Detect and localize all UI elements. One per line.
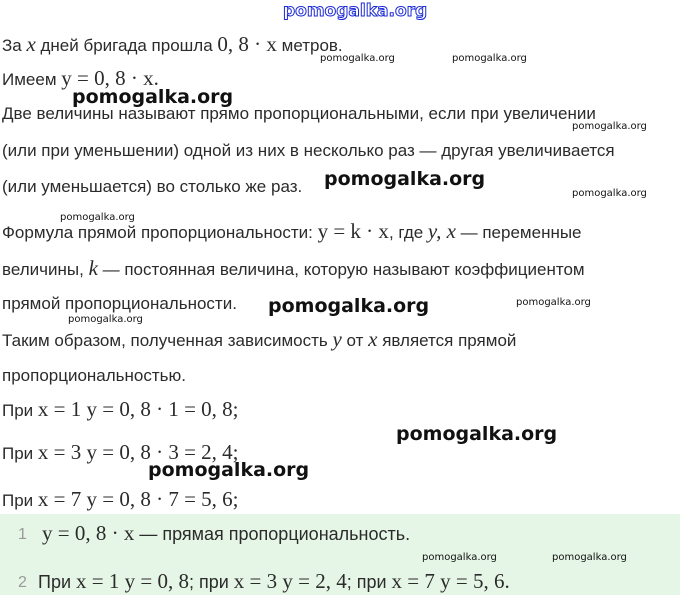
text-segment: пропорциональностью. (2, 366, 186, 385)
text-segment: ; при (346, 572, 392, 592)
math-expression: x = 7 y = 5, 6. (391, 569, 510, 593)
watermark: pomogalka.org (72, 86, 234, 108)
definition-text: (или при уменьшении) одной из них в несколько раз — другая увеличивается (2, 141, 615, 160)
watermark: pomogalka.org (148, 459, 310, 481)
math-expression: y = 0, 8 · x. (61, 66, 159, 90)
answer-number: 2 (18, 574, 27, 591)
watermark: pomogalka.org (396, 423, 558, 445)
text-segment: ; при (188, 572, 234, 592)
text-line-1 (2, 33, 343, 57)
watermark: pomogalka.org (324, 168, 486, 190)
text-line-4 (2, 140, 615, 162)
text-segment: величины, (2, 260, 89, 279)
math-var: y (332, 327, 342, 351)
definition-text: (или уменьшается) во столько же раз. (2, 177, 303, 196)
text-segment: За (2, 36, 27, 55)
watermark: pomogalka.org (268, 295, 430, 317)
watermark-top: pomogalka.org (283, 1, 428, 21)
watermark: pomogalka.org (572, 121, 647, 132)
text-line-7 (2, 257, 585, 281)
text-line-10 (2, 365, 186, 387)
text-segment: от (341, 331, 369, 350)
text-line-8 (2, 293, 237, 315)
definition-text: Две величины называют прямо пропорциональными, если при увеличении (2, 104, 596, 123)
text-segment: Таким образом, полученная зависимость (2, 331, 333, 350)
answer-line-2 (38, 570, 510, 593)
text-line-11 (2, 398, 239, 422)
text-segment: метров. (276, 36, 343, 55)
math-expression: y = k · x (317, 219, 389, 243)
text-segment: является прямой (377, 331, 517, 350)
text-segment: — прямая пропорциональность. (134, 524, 411, 544)
math-expression: x = 1 y = 0, 8 · 1 = 0, 8; (37, 397, 239, 421)
text-segment: — переменные (455, 223, 582, 242)
watermark: pomogalka.org (60, 212, 135, 223)
watermark: pomogalka.org (572, 188, 647, 199)
math-var: x (26, 32, 36, 56)
watermark: pomogalka.org (552, 552, 627, 563)
watermark: pomogalka.org (68, 314, 143, 325)
math-var: x (368, 327, 378, 351)
definition-text: прямой пропорциональности. (2, 294, 237, 313)
text-segment: При (2, 491, 38, 510)
text-segment: дней бригада прошла (35, 36, 218, 55)
text-line-13 (2, 488, 239, 512)
text-segment: — постоянная величина, которую называют коэффициентом (97, 260, 585, 279)
watermark: pomogalka.org (422, 552, 497, 563)
text-line-5 (2, 176, 302, 198)
watermark: pomogalka.org (516, 297, 591, 308)
text-line-6 (2, 220, 582, 244)
text-segment: Формула прямой пропорциональности: (2, 223, 318, 242)
answer-line-1 (42, 522, 410, 545)
math-vars: y, x (427, 219, 456, 243)
math-expression: x = 1 y = 0, 8 (76, 569, 189, 593)
math-expression: x = 3 y = 0, 8 · 3 = 2, 4; (37, 440, 239, 464)
answer-number: 1 (18, 526, 27, 543)
text-line-9 (2, 328, 516, 352)
text-segment: При (2, 401, 38, 420)
math-expression: x = 7 y = 0, 8 · 7 = 5, 6; (37, 487, 239, 511)
math-var: k (88, 256, 98, 280)
math-expression: y = 0, 8 · x (42, 521, 135, 545)
text-segment: , где (388, 223, 428, 242)
math-expression: 0, 8 · x (217, 32, 277, 56)
text-segment: При (2, 444, 38, 463)
text-segment: Имеем (2, 70, 62, 89)
text-segment: При (38, 572, 77, 592)
watermark: pomogalka.org (320, 53, 395, 64)
math-expression: x = 3 y = 2, 4 (233, 569, 347, 593)
watermark: pomogalka.org (452, 53, 527, 64)
